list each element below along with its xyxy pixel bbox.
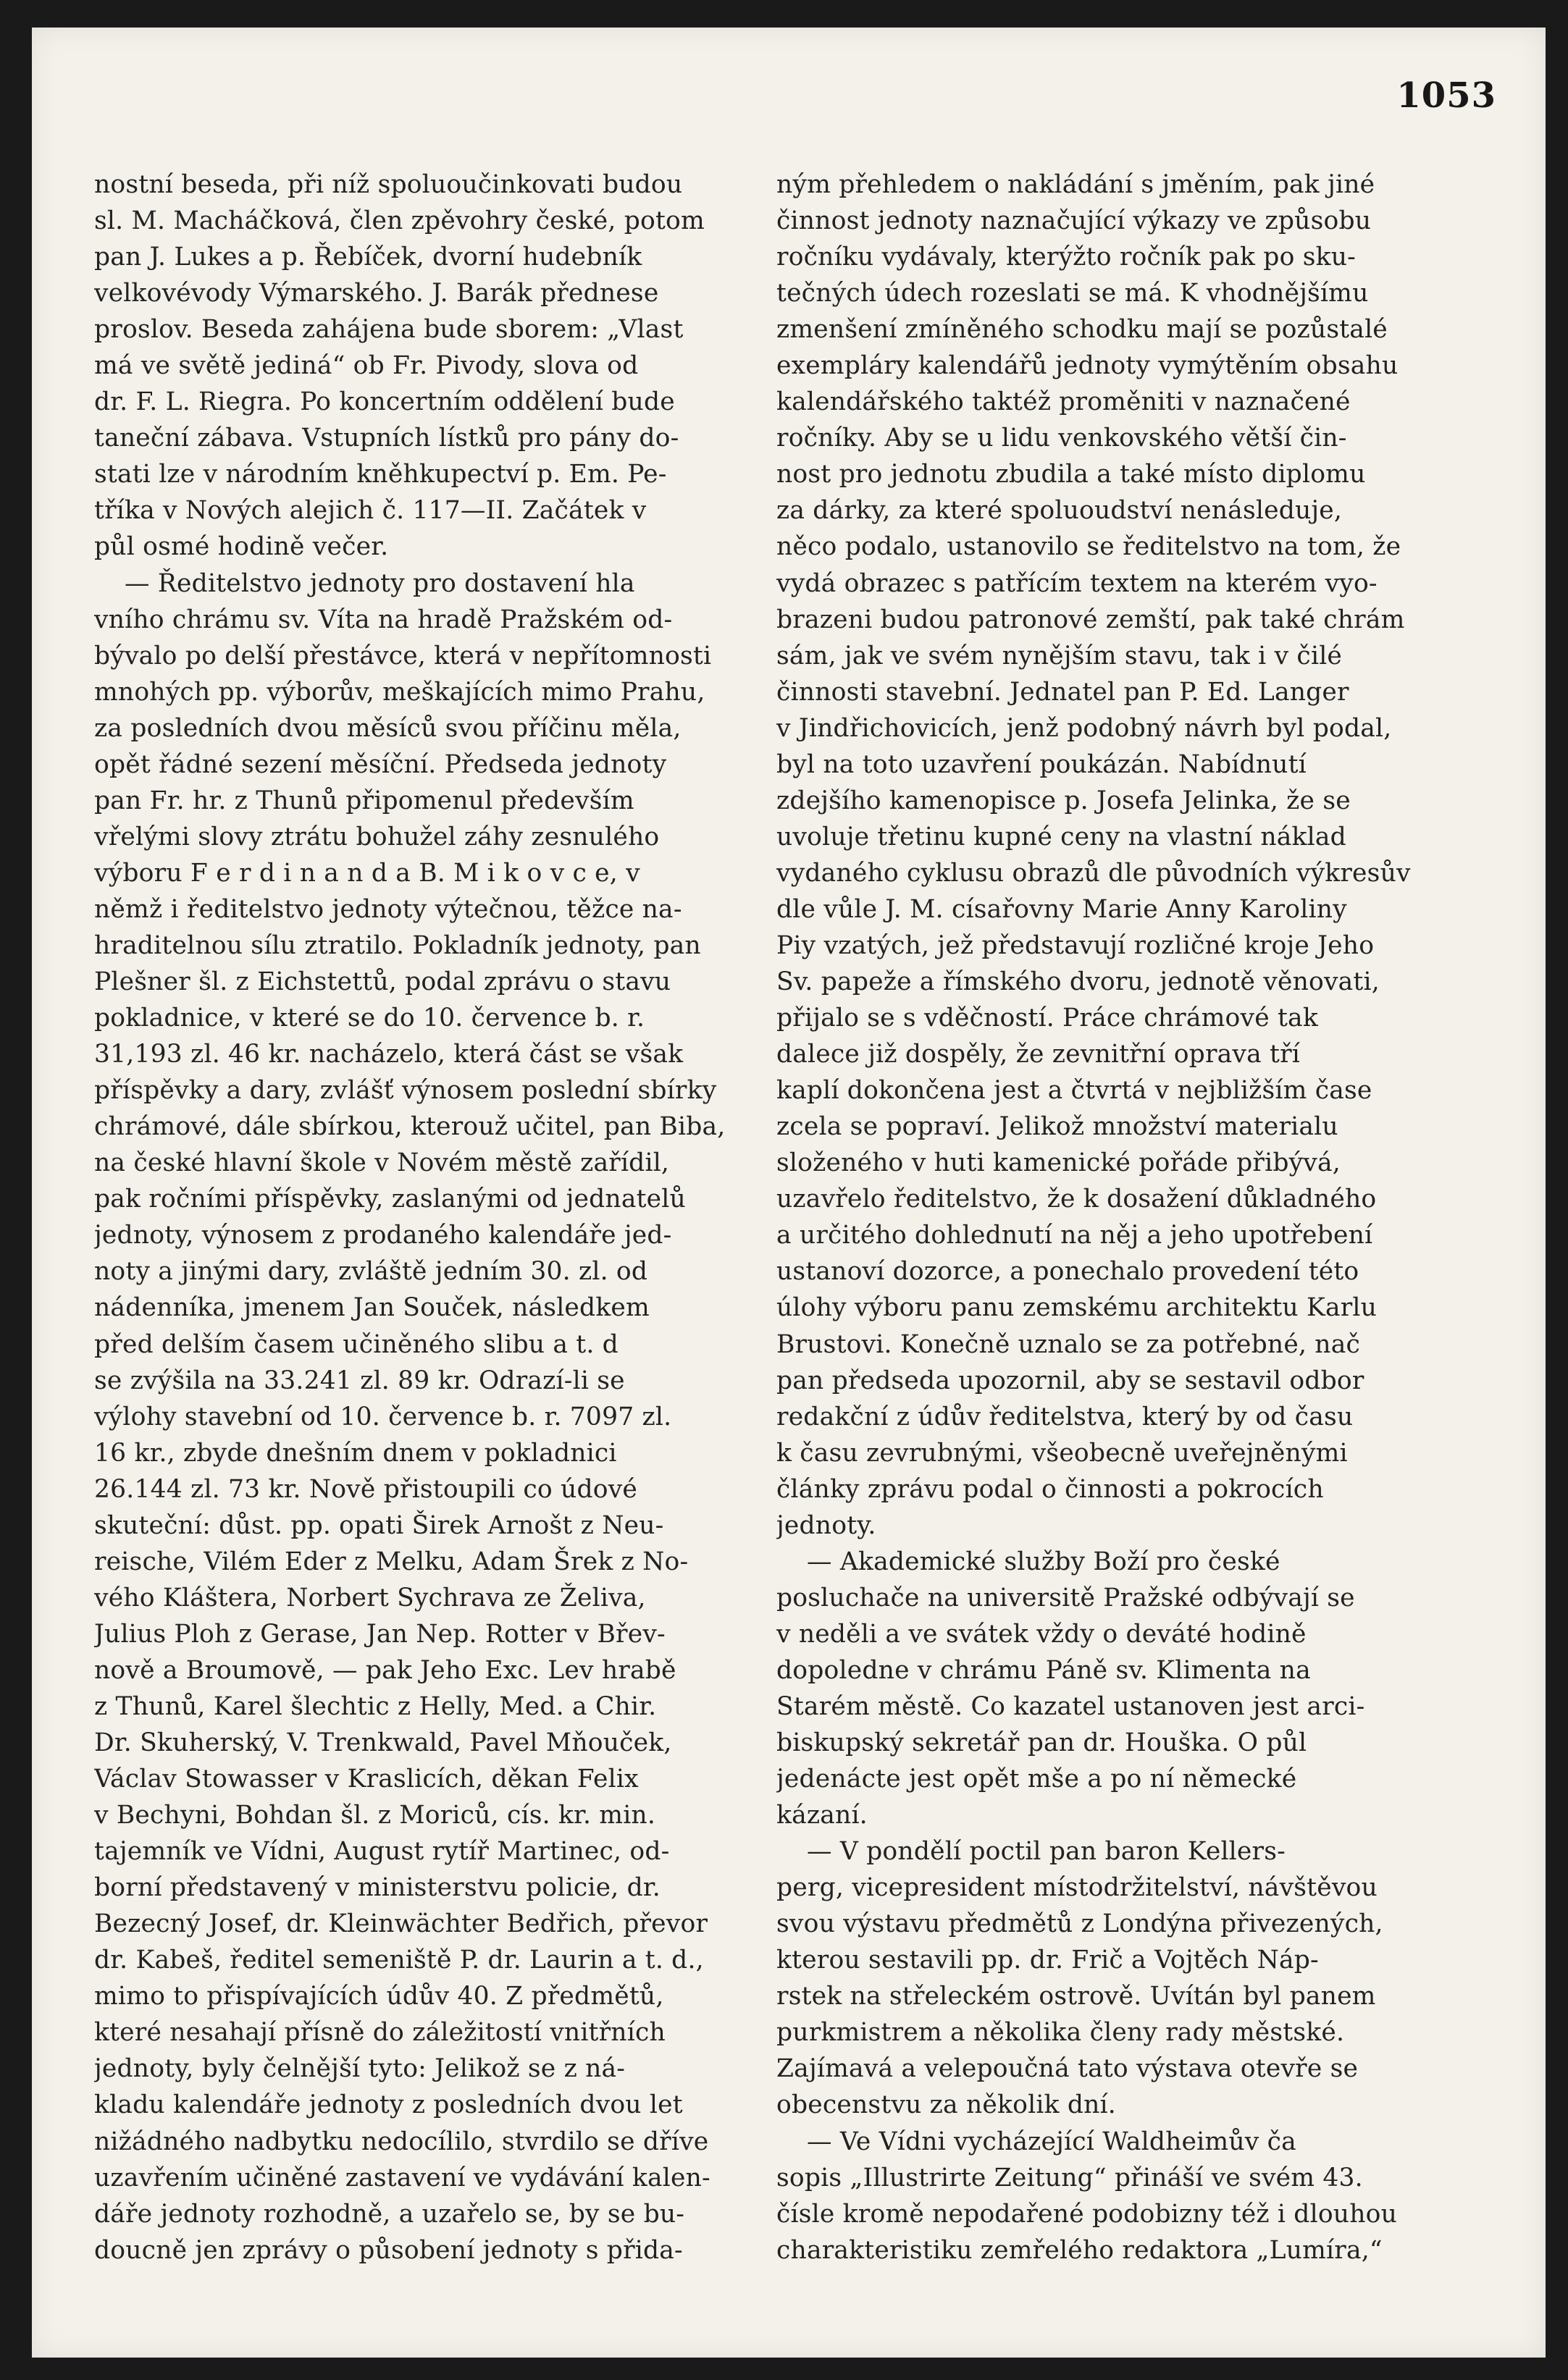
text-line: zdejšího kamenopisce p. Josefa Jelinka, že se xyxy=(776,786,1351,815)
text-line: vého Kláštera, Norbert Sychrava ze Želiva, xyxy=(94,1583,646,1612)
text-line: sám, jak ve svém nynějším stavu, tak i v čilé xyxy=(776,641,1343,670)
text-line: nově a Broumově, — pak Jeho Exc. Lev hrabě xyxy=(94,1655,676,1685)
left-column xyxy=(94,167,731,2268)
text-line: brazeni budou patronové zemští, pak také chrám xyxy=(776,605,1405,634)
text-line: nižádného nadbytku nedocílilo, stvrdilo se dříve xyxy=(94,2127,709,2156)
text-line: taneční zábava. Vstupních lístků pro pány do- xyxy=(94,424,679,453)
text-line: ustanoví dozorce, a ponechalo provedení této xyxy=(776,1257,1359,1287)
text-line: jednoty, byly čelnější tyto: Jelikož se z ná- xyxy=(94,2054,626,2084)
text-line: činnosti stavební. Jednatel pan P. Ed. Langer xyxy=(776,677,1349,707)
text-line: příspěvky a dary, zvlášť výnosem poslední sbírky xyxy=(94,1076,717,1106)
text-line: jednoty. xyxy=(776,1510,876,1540)
text-line: borní představený v ministerstvu policie, dr. xyxy=(94,1873,661,1903)
text-line: vního chrámu sv. Víta na hradě Pražském od- xyxy=(94,605,673,634)
text-line: Sv. papeže a římského dvoru, jednotě věnovati, xyxy=(776,967,1380,997)
text-line: Piy vzatých, jež představují rozličné kroje Jeho xyxy=(776,930,1375,960)
text-line: dr. F. L. Riegra. Po koncertním oddělení bude xyxy=(94,387,675,417)
text-line: ným přehledem o nakládání s jměním, pak jiné xyxy=(776,170,1375,199)
text-line: zmenšení zmíněného schodku mají se pozůstalé xyxy=(776,315,1388,345)
text-line: vřelými slovy ztrátu bohužel záhy zesnulého xyxy=(94,822,660,851)
text-line: tečných údech rozeslati se má. K vhodnějšímu xyxy=(776,279,1369,308)
text-line: obecenstvu za několik dní. xyxy=(776,2090,1116,2120)
text-line: kaplí dokončena jest a čtvrtá v nejbližším čase xyxy=(776,1076,1372,1106)
text-line: na české hlavní škole v Novém městě zařídil, xyxy=(94,1148,670,1178)
text-line: které nesahají přísně do záležitostí vnitřních xyxy=(94,2018,666,2048)
text-line: vydaného cyklusu obrazů dle původních výkresův xyxy=(776,858,1411,888)
text-line: skuteční: důst. pp. opati Širek Arnošt z Neu- xyxy=(94,1510,664,1540)
text-line: dalece již dospěly, že zevnitřní oprava tří xyxy=(776,1040,1301,1069)
text-line: kalendářského taktéž proměniti v naznačené xyxy=(776,387,1351,417)
text-line: půl osmé hodině večer. xyxy=(94,532,389,562)
text-line: stati lze v národním kněhkupectví p. Em. Pe- xyxy=(94,460,667,489)
text-line: nostní beseda, při níž spoluoučinkovati budou xyxy=(94,170,683,199)
text-line: nost pro jednotu zbudila a také místo diplomu xyxy=(776,460,1366,489)
text-line: Julius Ploh z Gerase, Jan Nep. Rotter v Břev- xyxy=(94,1619,666,1649)
text-line: biskupský sekretář pan dr. Houška. O půl xyxy=(776,1728,1307,1758)
text-line: za posledních dvou měsíců svou příčinu měla, xyxy=(94,713,682,743)
text-line: bývalo po delší přestávce, která v nepřítomnosti xyxy=(94,641,712,670)
text-line: dr. Kabeš, ředitel semeniště P. dr. Laurin a t. d., xyxy=(94,1946,704,1975)
text-line: vydá obrazec s patřícím textem na kterém vyo- xyxy=(776,568,1378,598)
text-line: opět řádné sezení měsíční. Předseda jednoty xyxy=(94,749,667,779)
text-line: — V pondělí poctil pan baron Kellers- xyxy=(807,1837,1286,1867)
text-line: exempláry kalendářů jednoty vymýtěním obsahu xyxy=(776,351,1399,381)
text-line: v neděli a ve svátek vždy o deváté hodině xyxy=(776,1619,1307,1649)
text-line: 31,193 zl. 46 kr. nacházelo, která část se však xyxy=(94,1040,684,1069)
text-line: Dr. Skuherský, V. Trenkwald, Pavel Mňouček, xyxy=(94,1728,672,1758)
text-line: úlohy výboru panu zemskému architektu Karlu xyxy=(776,1293,1378,1323)
text-line: sopis „Illustrirte Zeitung“ přináší ve svém 43. xyxy=(776,2163,1363,2192)
text-line: sl. M. Macháčková, člen zpěvohry české, potom xyxy=(94,206,705,236)
text-line: byl na toto uzavření poukázán. Nabídnutí xyxy=(776,749,1307,779)
text-line: proslov. Beseda zahájena bude sborem: „Vlast xyxy=(94,315,684,345)
text-line: složeného v huti kamenické pořáde přibývá, xyxy=(776,1148,1341,1178)
text-line: výlohy stavební od 10. července b. r. 7097 zl. xyxy=(94,1402,672,1431)
text-line: tříka v Nových alejich č. 117—II. Začátek v xyxy=(94,496,647,526)
text-line: chrámové, dále sbírkou, kterouž učitel, pan Biba, xyxy=(94,1112,726,1142)
text-line: hraditelnou sílu ztratilo. Pokladník jednoty, pan xyxy=(94,930,701,960)
text-line: němž i ředitelstvo jednoty výtečnou, těžce na- xyxy=(94,894,682,924)
text-line: Plešner šl. z Eichstettů, podal zprávu o stavu xyxy=(94,967,671,997)
text-line: reische, Vilém Eder z Melku, Adam Šrek z No- xyxy=(94,1547,689,1576)
text-line: zcela se popraví. Jelikož množství materialu xyxy=(776,1112,1338,1142)
text-line: perg, vicepresident místodržitelství, návštěvou xyxy=(776,1873,1378,1903)
text-line: Brustovi. Konečně uznalo se za potřebné, nač xyxy=(776,1329,1360,1359)
text-line: kterou sestavili pp. dr. Frič a Vojtěch Náp- xyxy=(776,1946,1319,1975)
text-line: mimo to přispívajících údův 40. Z předmětů, xyxy=(94,1982,664,2011)
text-line: před delším časem učiněného slibu a t. d xyxy=(94,1329,619,1359)
text-line: mnohých pp. výborův, meškajících mimo Prahu, xyxy=(94,677,705,707)
text-line: má ve světě jediná“ ob Fr. Pivody, slova od xyxy=(94,351,639,381)
text-line: v Bechyni, Bohdan šl. z Moriců, cís. kr. min. xyxy=(94,1801,656,1830)
text-line: a určitého dohlednutí na něj a jeho upotřebení xyxy=(776,1221,1373,1250)
text-line: pan Fr. hr. z Thunů připomenul především xyxy=(94,786,634,815)
text-line: dopoledne v chrámu Páně sv. Klimenta na xyxy=(776,1655,1311,1685)
text-line: dáře jednoty rozhodně, a uzařelo se, by se bu- xyxy=(94,2199,685,2229)
text-line: Václav Stowasser v Kraslicích, děkan Felix xyxy=(94,1765,639,1794)
text-line: 16 kr., zbyde dnešním dnem v pokladnici xyxy=(94,1438,617,1468)
text-line: charakteristiku zemřelého redaktora „Lumíra,“ xyxy=(776,2235,1383,2265)
text-line: pan předseda upozornil, aby se sestavil odbor xyxy=(776,1366,1364,1395)
text-line: něco podalo, ustanovilo se ředitelstvo na tom, že xyxy=(776,532,1401,562)
text-line: Zajímavá a velepoučná tato výstava otevře se xyxy=(776,2054,1359,2084)
text-line: pokladnice, v které se do 10. července b. r. xyxy=(94,1004,645,1033)
text-line: dle vůle J. M. císařovny Marie Anny Karoliny xyxy=(776,894,1347,924)
text-line: ročníky. Aby se u lidu venkovského větší čin- xyxy=(776,424,1347,453)
text-line: redakční z údův ředitelstva, který by od času xyxy=(776,1402,1354,1431)
right-column xyxy=(776,167,1414,2268)
text-line: svou výstavu předmětů z Londýna přivezených, xyxy=(776,1909,1383,1939)
text-line: činnost jednoty naznačující výkazy ve způsobu xyxy=(776,206,1372,236)
text-line: za dárky, za které spoluoudství nenásleduje, xyxy=(776,496,1343,526)
text-line: z Thunů, Karel šlechtic z Helly, Med. a Chir. xyxy=(94,1691,657,1721)
text-line: purkmistrem a několika členy rady městské. xyxy=(776,2018,1345,2048)
text-line: se zvýšila na 33.241 zl. 89 kr. Odrazí-li se xyxy=(94,1366,625,1395)
text-line: ročníku vydávaly, kterýžto ročník pak po sku- xyxy=(776,243,1356,272)
text-line: k času zevrubnými, všeobecně uveřejněnými xyxy=(776,1438,1348,1468)
text-line: v Jindřichovicích, jenž podobný návrh byl podal, xyxy=(776,713,1392,743)
text-line: jednoty, výnosem z prodaného kalendáře jed- xyxy=(94,1221,672,1250)
text-line: uzavřelo ředitelstvo, že k dosažení důkladného xyxy=(776,1185,1377,1214)
text-line: uvoluje třetinu kupné ceny na vlastní náklad xyxy=(776,822,1346,851)
text-line: pak ročními příspěvky, zaslanými od jednatelů xyxy=(94,1185,686,1214)
text-line: doucně jen zprávy o působení jednoty s přida- xyxy=(94,2235,683,2265)
page-number: 1053 xyxy=(1396,75,1496,116)
text-line: — Ředitelstvo jednoty pro dostavení hla xyxy=(125,568,635,598)
text-line: články zprávu podal o činnosti a pokrocích xyxy=(776,1474,1324,1504)
text-line: kladu kalendáře jednoty z posledních dvou let xyxy=(94,2090,683,2120)
text-line: — Akademické služby Boží pro české xyxy=(807,1547,1280,1576)
text-line: nádenníka, jmenem Jan Souček, následkem xyxy=(94,1293,650,1323)
newspaper-page xyxy=(32,28,1546,2358)
text-line: výboru F e r d i n a n d a B. M i k o v c e, v xyxy=(94,858,640,888)
text-line: Starém městě. Co kazatel ustanoven jest arci- xyxy=(776,1691,1365,1721)
text-line: noty a jinými dary, zvláště jedním 30. zl. od xyxy=(94,1257,648,1287)
text-line: přijalo se s vděčností. Práce chrámové tak xyxy=(776,1004,1318,1033)
text-line: rstek na střeleckém ostrově. Uvítán byl panem xyxy=(776,1982,1376,2011)
text-line: kázaní. xyxy=(776,1801,868,1830)
text-line: jedenácte jest opět mše a po ní německé xyxy=(776,1765,1297,1794)
text-line: 26.144 zl. 73 kr. Nově přistoupili co údové xyxy=(94,1474,638,1504)
text-line: tajemník ve Vídni, August rytíř Martinec, od- xyxy=(94,1837,670,1867)
text-line: velkovévody Výmarského. J. Barák přednese xyxy=(94,279,659,308)
text-line: posluchače na universitě Pražské odbývají se xyxy=(776,1583,1355,1612)
text-line: pan J. Lukes a p. Řebíček, dvorní hudebník xyxy=(94,243,642,272)
text-line: čísle kromě nepodařené podobizny též i dlouhou xyxy=(776,2199,1398,2229)
text-line: Bezecný Josef, dr. Kleinwächter Bedřich, převor xyxy=(94,1909,708,1939)
text-line: uzavřením učiněné zastavení ve vydávání kalen- xyxy=(94,2163,710,2192)
text-line: — Ve Vídni vycházející Waldheimův ča xyxy=(807,2127,1296,2156)
